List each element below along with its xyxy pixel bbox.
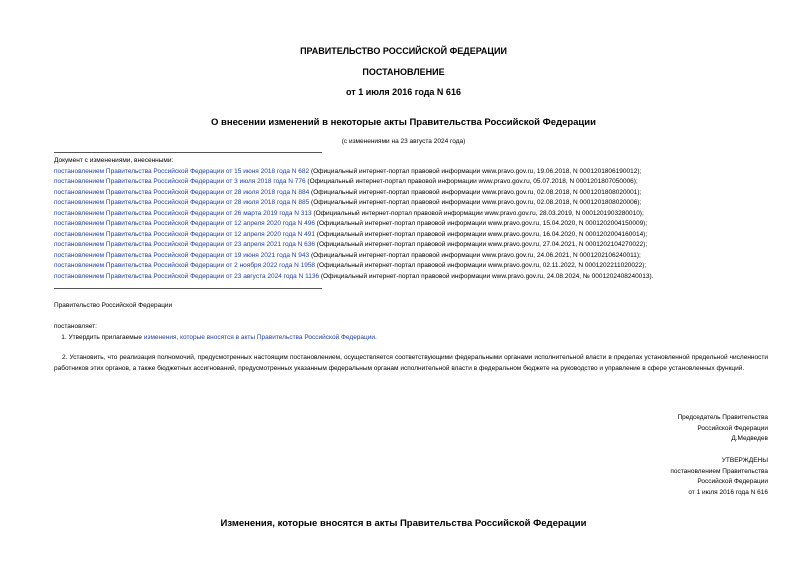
amendment-link[interactable]: постановлением Правительства Российской Федерации от 28 июля 2018 года N 884 [54, 188, 310, 196]
amendment-source: (Официальный интернет-портал правовой информации www.pravo.gov.ru, 16.04.2020, N 0001202004160014); [315, 230, 648, 238]
item-1-prefix: 1. Утвердить прилагаемые [61, 334, 144, 341]
amendment-item [54, 251, 794, 262]
amendments-list [54, 156, 794, 282]
amendment-link[interactable]: постановлением Правительства Российской Федерации от 15 июня 2018 года N 682 [54, 167, 310, 175]
amendment-item [54, 188, 794, 199]
approval-heading: УТВЕРЖДЕНЫ [721, 457, 768, 464]
amendment-item [54, 240, 794, 251]
approval-line-3: Российской Федерации [697, 478, 768, 485]
signature-position: Председатель Правительства [677, 414, 768, 421]
amendment-source: (Официальный интернет-портал правовой информации www.pravo.gov.ru, 05.07.2018, N 0001201807050006); [305, 178, 638, 185]
changes-link[interactable]: изменения, которые вносятся в акты Правительства Российской Федерации [143, 334, 376, 341]
amendment-source: (Официальный интернет-портал правовой информации www.pravo.gov.ru, 28.03.2019, N 0001201903280010); [311, 209, 644, 217]
amendment-link[interactable]: постановлением Правительства Российской Федерации от 28 июля 2018 года N 885 [54, 199, 310, 206]
issuer-text: Правительство Российской Федерации [54, 302, 173, 309]
amendment-link[interactable]: постановлением Правительства Российской Федерации от 26 марта 2019 года N 313 [54, 209, 312, 217]
amendment-source: (Официальный интернет-портал правовой информации www.pravo.gov.ru, 02.08.2018, N 0001201808020006); [309, 199, 642, 206]
approval-block [568, 456, 768, 498]
amendment-link[interactable]: постановлением Правительства Российской Федерации от 23 августа 2024 года N 1136 [54, 272, 320, 280]
amendment-link[interactable]: постановлением Правительства Российской Федерации от 3 июля 2018 года N 776 [54, 178, 306, 185]
amendment-item [54, 272, 794, 283]
amendment-item [54, 261, 794, 272]
approval-date: от 1 июля 2016 года N 616 [688, 488, 768, 496]
government-heading: ПРАВИТЕЛЬСТВО РОССИЙСКОЙ ФЕДЕРАЦИИ [300, 46, 507, 56]
amendment-item [54, 230, 794, 241]
amendment-source: (Официальный интернет-портал правовой информации www.pravo.gov.ru, 15.04.2020, N 0001202004150009); [315, 220, 648, 227]
document-title: О внесении изменений в некоторые акты Правительства Российской Федерации [211, 117, 596, 128]
amendment-source: (Официальный интернет-портал правовой информации www.pravo.gov.ru, 19.06.2018, N 0001201806190012); [309, 167, 642, 175]
amendment-source: (Официальный интернет-портал правовой информации www.pravo.gov.ru, 02.08.2018, N 0001201808020001); [309, 188, 642, 196]
bottom-divider [54, 288, 322, 289]
approval-line-2: постановлением Правительства [670, 467, 768, 475]
amendment-source: (Официальный интернет-портал правовой информации www.pravo.gov.ru, 27.04.2021, N 0001202104270022); [315, 241, 648, 248]
amendment-item [54, 167, 794, 178]
amendment-item [54, 209, 794, 220]
decree-date: от 1 июля 2016 года N 616 [346, 87, 461, 97]
signature-org: Российской Федерации [697, 424, 768, 432]
amendment-source: (Официальный интернет-портал правовой информации www.pravo.gov.ru, 24.06.2021, N 0001202106240011); [309, 251, 641, 259]
signature-block [568, 413, 768, 445]
amendment-item [54, 198, 794, 209]
amendment-item [54, 177, 794, 188]
item-1-suffix: . [375, 334, 377, 341]
amendment-link[interactable]: постановлением Правительства Российской Федерации от 12 апреля 2020 года N 491 [54, 230, 315, 238]
item-2-text: 2. Установить, что реализация полномочий, предусмотренных настоящим постановлением, осуществляется соответствующими федеральными органами исполнительной власти в пределах установленной предельной численности работников этих органов, а также бюджетных ассигнований, предусмотренных указанным федеральным органам исполнительной власти в федеральном бюджете на руководство и управление в сфере установленных функций. [54, 354, 768, 372]
amendment-link[interactable]: постановлением Правительства Российской Федерации от 23 апреля 2021 года N 636 [54, 241, 315, 248]
amendment-source: (Официальный интернет-портал правовой информации www.pravo.gov.ru, 24.08.2024, № 0001202408240013). [319, 272, 654, 280]
item-2 [54, 353, 768, 374]
revision-note: (с изменениями на 23 августа 2024 года) [341, 138, 466, 145]
amendment-link[interactable]: постановлением Правительства Российской Федерации от 19 июня 2021 года N 943 [54, 251, 310, 259]
item-1 [54, 333, 377, 344]
changes-title: Изменения, которые вносятся в акты Правительства Российской Федерации [220, 518, 587, 529]
resolves-text: постановляет: [54, 323, 97, 330]
signature-name: Д.Медведев [731, 435, 768, 442]
top-divider [54, 152, 322, 153]
amendments-intro: Документ с изменениями, внесенными: [54, 157, 174, 164]
amendment-link[interactable]: постановлением Правительства Российской Федерации от 2 ноября 2022 года N 1958 [54, 262, 316, 269]
amendment-item [54, 219, 794, 230]
amendment-link[interactable]: постановлением Правительства Российской Федерации от 12 апреля 2020 года N 496 [54, 220, 315, 227]
decree-type: ПОСТАНОВЛЕНИЕ [362, 67, 445, 77]
amendment-source: (Официальный интернет-портал правовой информации www.pravo.gov.ru, 02.11.2022, N 0001202211020022); [315, 262, 647, 269]
